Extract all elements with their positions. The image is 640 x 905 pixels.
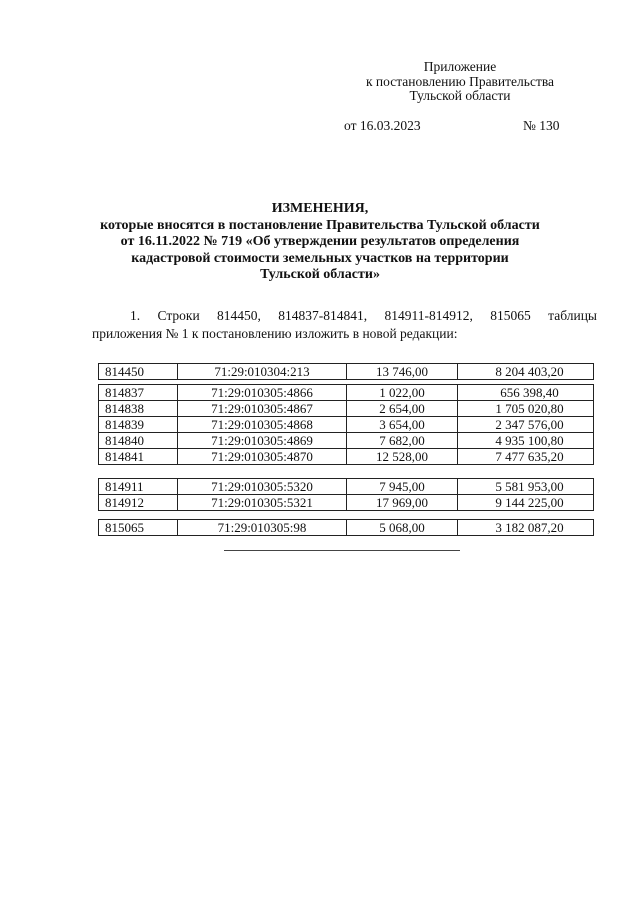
title-line: Тульской области» xyxy=(260,267,380,282)
cadastral-number-cell: 71:29:010305:4868 xyxy=(178,417,347,433)
document-title xyxy=(60,201,580,284)
resolution-date: от 16.03.2023 xyxy=(344,118,421,133)
cadastral-number-cell: 71:29:010305:98 xyxy=(178,520,347,536)
appendix-line: Тульской области xyxy=(409,88,511,103)
cadastral-number-cell: 71:29:010305:5321 xyxy=(178,495,347,511)
body-paragraph xyxy=(92,307,597,343)
row-code-cell: 814841 xyxy=(99,449,178,465)
table-row xyxy=(99,364,594,380)
title-line: ИЗМЕНЕНИЯ, xyxy=(271,201,369,216)
title-line: которые вносятся в постановление Правительства Тульской области xyxy=(100,217,540,233)
cadastral-value-cell: 7 477 635,20 xyxy=(458,449,594,465)
cadastral-number-cell: 71:29:010305:4870 xyxy=(178,449,347,465)
table-row xyxy=(99,401,594,417)
title-line: кадастровой стоимости земельных участков на территории xyxy=(131,250,509,266)
cadastral-number-cell: 71:29:010305:4867 xyxy=(178,401,347,417)
table-row xyxy=(99,479,594,495)
row-code-cell: 815065 xyxy=(99,520,178,536)
area-cell: 2 654,00 xyxy=(347,401,458,417)
end-separator-line xyxy=(224,550,460,551)
cadastral-number-cell: 71:29:010305:5320 xyxy=(178,479,347,495)
cadastral-value-cell: 2 347 576,00 xyxy=(458,417,594,433)
cadastral-value-cell: 3 182 087,20 xyxy=(458,520,594,536)
area-cell: 13 746,00 xyxy=(347,364,458,380)
paragraph-line: 1. Строки 814450, 814837-814841, 814911-814912, 815065 таблицы xyxy=(130,308,597,323)
cadastral-value-cell: 5 581 953,00 xyxy=(458,479,594,495)
paragraph-line: приложения № 1 к постановлению изложить в новой редакции: xyxy=(92,326,458,341)
table-row xyxy=(99,520,594,536)
table-row xyxy=(99,417,594,433)
table-row xyxy=(99,449,594,465)
cadastral-value-cell: 1 705 020,80 xyxy=(458,401,594,417)
cadastral-value-cell: 9 144 225,00 xyxy=(458,495,594,511)
area-cell: 3 654,00 xyxy=(347,417,458,433)
row-code-cell: 814911 xyxy=(99,479,178,495)
cadastral-number-cell: 71:29:010305:4866 xyxy=(178,385,347,401)
area-cell: 5 068,00 xyxy=(347,520,458,536)
row-code-cell: 814912 xyxy=(99,495,178,511)
table-row xyxy=(99,385,594,401)
cadastral-value-cell: 8 204 403,20 xyxy=(458,364,594,380)
area-cell: 12 528,00 xyxy=(347,449,458,465)
row-code-cell: 814839 xyxy=(99,417,178,433)
title-line: от 16.11.2022 № 719 «Об утверждении результатов определения xyxy=(120,234,520,249)
cadastral-number-cell: 71:29:010304:213 xyxy=(178,364,347,380)
area-cell: 1 022,00 xyxy=(347,385,458,401)
resolution-number: № 130 xyxy=(523,118,560,133)
row-code-cell: 814838 xyxy=(99,401,178,417)
row-code-cell: 814450 xyxy=(99,364,178,380)
row-code-cell: 814840 xyxy=(99,433,178,449)
cadastral-value-cell: 4 935 100,80 xyxy=(458,433,594,449)
table-row xyxy=(99,495,594,511)
cadastral-value-cell: 656 398,40 xyxy=(458,385,594,401)
area-cell: 7 682,00 xyxy=(347,433,458,449)
table-row xyxy=(99,433,594,449)
appendix-line: к постановлению Правительства xyxy=(365,73,555,89)
appendix-header xyxy=(330,60,590,104)
row-code-cell: 814837 xyxy=(99,385,178,401)
area-cell: 7 945,00 xyxy=(347,479,458,495)
cadastral-table-group xyxy=(98,384,594,465)
area-cell: 17 969,00 xyxy=(347,495,458,511)
cadastral-table-group xyxy=(98,519,594,536)
appendix-line: Приложение xyxy=(423,59,497,74)
cadastral-number-cell: 71:29:010305:4869 xyxy=(178,433,347,449)
cadastral-table-group xyxy=(98,478,594,511)
cadastral-table-group xyxy=(98,363,594,380)
